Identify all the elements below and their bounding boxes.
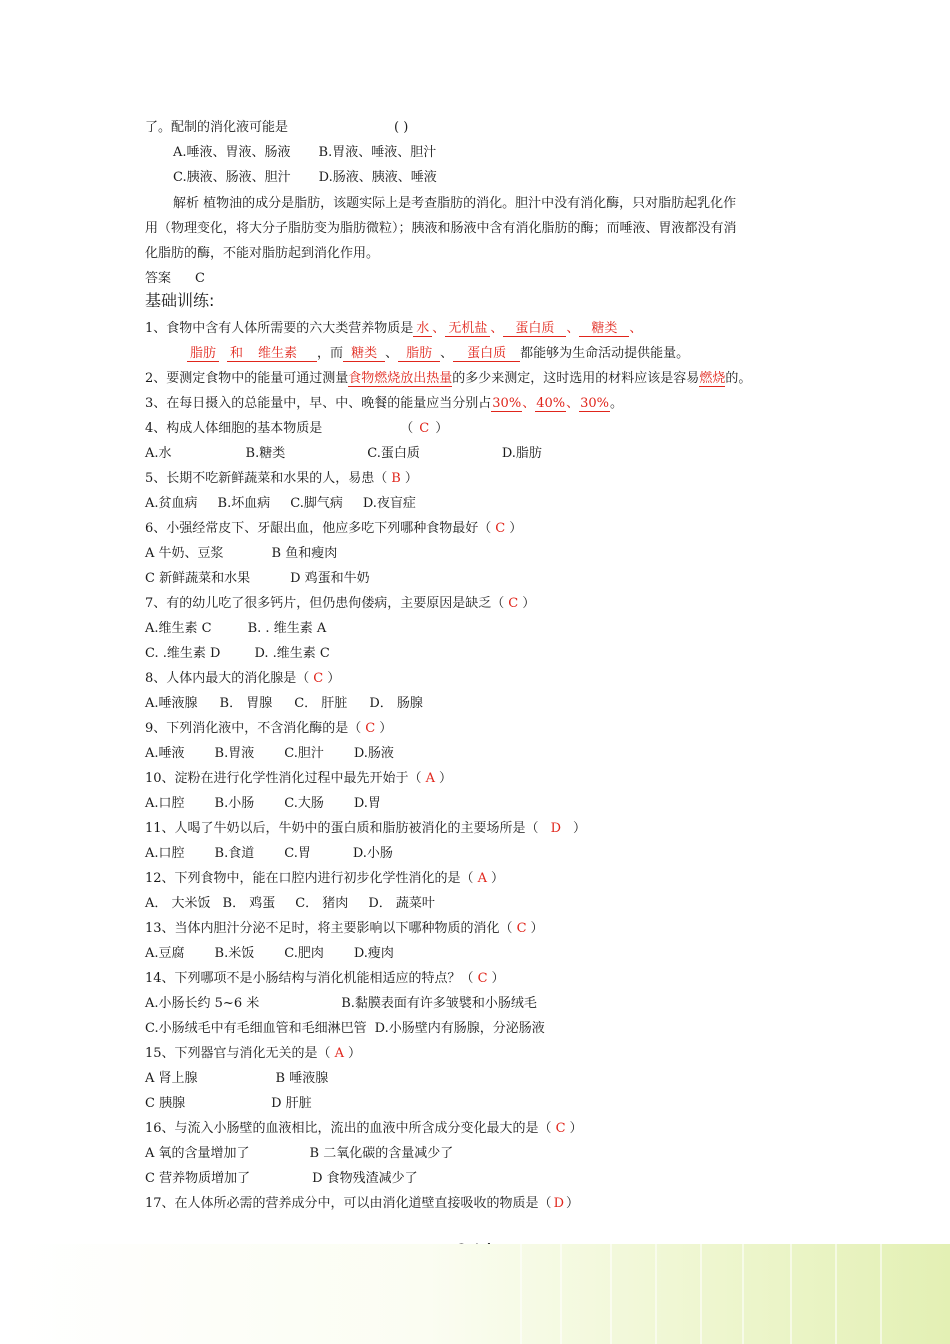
paren-close: ） bbox=[522, 596, 536, 611]
paren-close: ） bbox=[379, 721, 393, 736]
option-b: B.胃液 bbox=[214, 746, 255, 761]
paren-open: （ bbox=[499, 921, 513, 936]
fill-answer: 食物燃烧放出热量 bbox=[348, 371, 453, 386]
question-9-options bbox=[145, 744, 394, 764]
option-d: D 食物残渣减少了 bbox=[312, 1171, 418, 1186]
section-title bbox=[145, 291, 214, 311]
question-6-options-1 bbox=[145, 544, 337, 564]
question-7-options-1 bbox=[145, 619, 326, 639]
prev-options-row-1 bbox=[173, 143, 436, 163]
prev-question-stem bbox=[145, 118, 408, 138]
question-6 bbox=[145, 519, 522, 539]
option-b: B.胃液、唾液、胆汁 bbox=[318, 145, 437, 160]
fill-answer: 燃烧 bbox=[699, 371, 726, 386]
question-7-options-2 bbox=[145, 644, 330, 664]
option-c: C.小肠绒毛中有毛细血管和毛细淋巴管 bbox=[145, 1021, 367, 1036]
paren-open: （ bbox=[538, 1196, 552, 1211]
option-d: D.瘦肉 bbox=[353, 946, 394, 961]
paren-close: ） bbox=[566, 1196, 580, 1211]
question-14 bbox=[145, 969, 505, 989]
question-14-options-2 bbox=[145, 1019, 545, 1039]
question-stem: 7、有的幼儿吃了很多钙片，但仍患佝偻病，主要原因是缺乏 bbox=[145, 596, 492, 611]
paren-open: （ bbox=[491, 596, 505, 611]
paren-open: （ bbox=[525, 821, 539, 836]
answer-letter: C bbox=[516, 921, 527, 936]
answer-letter: D bbox=[550, 821, 561, 836]
paren-open: （ bbox=[400, 421, 414, 436]
paren-close: ） bbox=[509, 521, 523, 536]
question-4-options bbox=[145, 444, 542, 464]
question-text: 都能够为生命活动提供能量。 bbox=[520, 346, 690, 361]
paren-close: ） bbox=[435, 421, 449, 436]
paren-open: （ bbox=[348, 721, 362, 736]
answer-letter: A bbox=[425, 771, 435, 786]
prev-options-row-2 bbox=[173, 168, 437, 188]
question-text: 。 bbox=[610, 396, 624, 411]
answer-letter: A bbox=[334, 1046, 344, 1061]
option-b: B 唾液腺 bbox=[275, 1071, 329, 1086]
paren-open: （ bbox=[460, 871, 474, 886]
question-8-options bbox=[145, 694, 423, 714]
option-d: D.肠液、胰液、唾液 bbox=[318, 170, 437, 185]
decorative-footer-band bbox=[0, 1244, 950, 1344]
fill-answer: 糖类 bbox=[343, 346, 385, 362]
option-d: D.胃 bbox=[353, 796, 381, 811]
question-12 bbox=[145, 869, 504, 889]
option-d: D.小肠壁内有肠腺，分泌肠液 bbox=[374, 1021, 545, 1036]
option-c: C． 猪肉 bbox=[295, 896, 349, 911]
question-stem: 14、下列哪项不是小肠结构与消化机能相适应的特点？ bbox=[145, 971, 461, 986]
option-a: A.维生素 C bbox=[145, 621, 212, 636]
question-stem: 3、在每日摄入的总能量中，早、中、晚餐的能量应当分别占 bbox=[145, 396, 492, 411]
paren-close: ） bbox=[569, 1121, 583, 1136]
question-16-options-2 bbox=[145, 1169, 418, 1189]
fill-answer: 脂肪 bbox=[398, 346, 440, 362]
option-b: B.坏血病 bbox=[217, 496, 271, 511]
paren-close: ） bbox=[530, 921, 544, 936]
paren-close: ） bbox=[327, 671, 341, 686]
fill-answer: 蛋白质 bbox=[503, 321, 566, 337]
question-6-options-2 bbox=[145, 569, 370, 589]
stem-text: 了。配制的消化液可能是 bbox=[145, 120, 289, 135]
question-8 bbox=[145, 669, 340, 689]
question-stem: 6、小强经常皮下、牙龈出血，他应多吃下列哪种食物最好 bbox=[145, 521, 479, 536]
question-text: 的。 bbox=[725, 371, 752, 386]
option-b: B 二氧化碳的含量减少了 bbox=[309, 1146, 454, 1161]
question-5-options bbox=[145, 494, 416, 514]
fill-answer: 糖类 bbox=[579, 321, 629, 337]
question-15 bbox=[145, 1044, 361, 1064]
question-stem: 1、食物中含有人体所需要的六大类营养物质是 bbox=[145, 321, 414, 336]
option-a: A.贫血病 bbox=[145, 496, 198, 511]
option-b: B 鱼和瘦肉 bbox=[271, 546, 338, 561]
question-11-options bbox=[145, 844, 393, 864]
question-text: 的多少来测定，这时选用的材料应该是容易 bbox=[452, 371, 700, 386]
question-12-options bbox=[145, 894, 435, 914]
option-a: A 氧的含量增加了 bbox=[145, 1146, 250, 1161]
fill-answer: 30% bbox=[580, 396, 610, 411]
paren-open: （ bbox=[296, 671, 310, 686]
question-14-options-1 bbox=[145, 994, 537, 1014]
question-10-options bbox=[145, 794, 381, 814]
option-a: A 肾上腺 bbox=[145, 1071, 198, 1086]
paren-close: ） bbox=[573, 821, 587, 836]
option-a: A.唾液 bbox=[145, 746, 185, 761]
paren-close: ） bbox=[347, 1046, 361, 1061]
option-b: B.米饭 bbox=[214, 946, 255, 961]
option-b: B.黏膜表面有许多皱襞和小肠绒毛 bbox=[341, 996, 537, 1011]
option-a: A 牛奶、豆浆 bbox=[145, 546, 224, 561]
analysis-line-2: 用（物理变化，将大分子脂肪变为脂肪微粒）；胰液和肠液中含有消化脂肪的酶；而唾液、胃液都没有消 bbox=[145, 221, 737, 236]
option-c: C 胰腺 bbox=[145, 1096, 186, 1111]
answer-letter: D bbox=[553, 1196, 564, 1211]
question-17 bbox=[145, 1194, 579, 1214]
paren-close: ） bbox=[438, 771, 452, 786]
question-stem: 8、人体内最大的消化腺是 bbox=[145, 671, 297, 686]
question-stem: 10、淀粉在进行化学性消化过程中最先开始于 bbox=[145, 771, 409, 786]
question-5 bbox=[145, 469, 418, 489]
paren: ( ) bbox=[394, 120, 409, 135]
question-stem: 5、长期不吃新鲜蔬菜和水果的人，易患 bbox=[145, 471, 375, 486]
paren-open: （ bbox=[478, 521, 492, 536]
option-b: B． 胃腺 bbox=[219, 696, 273, 711]
question-13 bbox=[145, 919, 544, 939]
question-7 bbox=[145, 594, 535, 614]
option-a: A.口腔 bbox=[145, 796, 185, 811]
option-d: D． 肠腺 bbox=[369, 696, 423, 711]
fill-answer: 40% bbox=[536, 396, 566, 411]
option-d: D. .维生素 C bbox=[254, 646, 330, 661]
paren-close: ） bbox=[404, 471, 418, 486]
answer-letter: B bbox=[391, 471, 401, 486]
option-d: D． 蔬菜叶 bbox=[368, 896, 435, 911]
paren-open: （ bbox=[460, 971, 474, 986]
fill-answer: 30% bbox=[492, 396, 522, 411]
question-text: ，而 bbox=[317, 346, 344, 361]
option-c: C.大肠 bbox=[284, 796, 324, 811]
question-1-line-1: 1、食物中含有人体所需要的六大类营养物质是 水 、 无机盐 、 蛋白质 、 糖类 、 bbox=[145, 321, 643, 336]
option-a: A.水 bbox=[145, 446, 172, 461]
question-3: 3、在每日摄入的总能量中，早、中、晚餐的能量应当分别占30%、40%、30%。 bbox=[145, 396, 624, 411]
section-title-text: 基础训练 bbox=[145, 291, 210, 310]
question-15-options-2 bbox=[145, 1094, 312, 1114]
option-c: C.蛋白质 bbox=[367, 446, 420, 461]
answer-letter: C bbox=[313, 671, 324, 686]
fill-answer: 蛋白质 bbox=[453, 346, 520, 362]
option-c: C.肥肉 bbox=[284, 946, 324, 961]
option-c: C.胰液、肠液、胆汁 bbox=[173, 170, 291, 185]
paren-open: （ bbox=[317, 1046, 331, 1061]
section-title-mark: : bbox=[209, 291, 215, 310]
paren-open: （ bbox=[408, 771, 422, 786]
answer-letter: C bbox=[419, 421, 430, 436]
fill-answer: 无机盐 bbox=[445, 321, 490, 337]
question-stem: 15、下列器官与消化无关的是 bbox=[145, 1046, 318, 1061]
question-9 bbox=[145, 719, 392, 739]
option-b: B.糖类 bbox=[245, 446, 286, 461]
question-stem: 13、当体内胆汁分泌不足时，将主要影响以下哪种物质的消化 bbox=[145, 921, 500, 936]
option-c: C 新鲜蔬菜和水果 bbox=[145, 571, 251, 586]
option-a: A.小肠长约 5~6 米 bbox=[145, 996, 260, 1011]
question-16 bbox=[145, 1119, 583, 1139]
question-11 bbox=[145, 819, 586, 839]
option-b: B.小肠 bbox=[214, 796, 255, 811]
option-a: A.唾液、胃液、肠液 bbox=[173, 145, 291, 160]
answer-value: C bbox=[195, 271, 205, 286]
answer-letter: C bbox=[477, 971, 488, 986]
question-2 bbox=[145, 369, 751, 389]
option-d: D.肠液 bbox=[353, 746, 394, 761]
fill-answer: 维生素 bbox=[246, 346, 317, 362]
paren-open: （ bbox=[538, 1121, 552, 1136]
question-stem: 4、构成人体细胞的基本物质是 bbox=[145, 421, 323, 436]
option-c: C.脚气病 bbox=[290, 496, 343, 511]
answer-letter: A bbox=[477, 871, 487, 886]
question-13-options bbox=[145, 944, 394, 964]
answer-letter: C bbox=[555, 1121, 566, 1136]
analysis-line-1: 解析 植物油的成分是脂肪，该题实际上是考查脂肪的消化。胆汁中没有消化酶，只对脂肪起乳化作 bbox=[173, 196, 737, 211]
question-stem: 12、下列食物中，能在口腔内进行初步化学性消化的是 bbox=[145, 871, 461, 886]
question-stem: 17、在人体所必需的营养成分中，可以由消化道壁直接吸收的物质是 bbox=[145, 1196, 539, 1211]
paren-open: （ bbox=[374, 471, 388, 486]
question-4 bbox=[145, 419, 448, 439]
option-c: C 营养物质增加了 bbox=[145, 1171, 251, 1186]
question-15-options-1 bbox=[145, 1069, 328, 1089]
answer-letter: C bbox=[365, 721, 376, 736]
option-d: D.夜盲症 bbox=[362, 496, 416, 511]
question-10 bbox=[145, 769, 452, 789]
option-d: D.小肠 bbox=[352, 846, 393, 861]
fill-answer: 水 bbox=[413, 321, 432, 337]
option-d: D.脂肪 bbox=[501, 446, 542, 461]
analysis-line-3: 化脂肪的酶，不能对脂肪起到消化作用。 bbox=[145, 246, 380, 261]
option-c: C.胃 bbox=[284, 846, 311, 861]
option-d: D 肝脏 bbox=[271, 1096, 312, 1111]
answer-letter: C bbox=[508, 596, 519, 611]
answer-line bbox=[145, 269, 205, 289]
answer-letter: C bbox=[495, 521, 506, 536]
option-b: B． 鸡蛋 bbox=[222, 896, 276, 911]
paren-close: ） bbox=[491, 971, 505, 986]
option-c: C. .维生素 D bbox=[145, 646, 221, 661]
option-d: D 鸡蛋和牛奶 bbox=[290, 571, 370, 586]
question-stem: 9、下列消化液中，不含消化酶的是 bbox=[145, 721, 349, 736]
paren-close: ） bbox=[490, 871, 504, 886]
answer-label: 答案 bbox=[145, 271, 172, 286]
option-c: C.胆汁 bbox=[284, 746, 324, 761]
option-a: A． 大米饭 bbox=[145, 896, 211, 911]
option-c: C． 肝脏 bbox=[294, 696, 348, 711]
fill-answer: 脂肪 bbox=[187, 346, 219, 362]
question-stem: 2、要测定食物中的能量可通过测量 bbox=[145, 371, 349, 386]
fill-answer-conj: 和 bbox=[227, 346, 246, 362]
question-1-line-2: 脂肪 和 维生素 ，而 糖类 、 脂肪 、 蛋白质 都能够为生命活动提供能量。 bbox=[187, 344, 689, 364]
option-a: A.唾液腺 bbox=[145, 696, 198, 711]
option-a: A.口腔 bbox=[145, 846, 185, 861]
question-16-options-1 bbox=[145, 1144, 453, 1164]
question-stem: 11、人喝了牛奶以后，牛奶中的蛋白质和脂肪被消化的主要场所是 bbox=[145, 821, 526, 836]
option-b: B. . 维生素 A bbox=[247, 621, 327, 636]
question-stem: 16、与流入小肠壁的血液相比，流出的血液中所含成分变化最大的是 bbox=[145, 1121, 539, 1136]
option-a: A.豆腐 bbox=[145, 946, 185, 961]
option-b: B.食道 bbox=[214, 846, 255, 861]
